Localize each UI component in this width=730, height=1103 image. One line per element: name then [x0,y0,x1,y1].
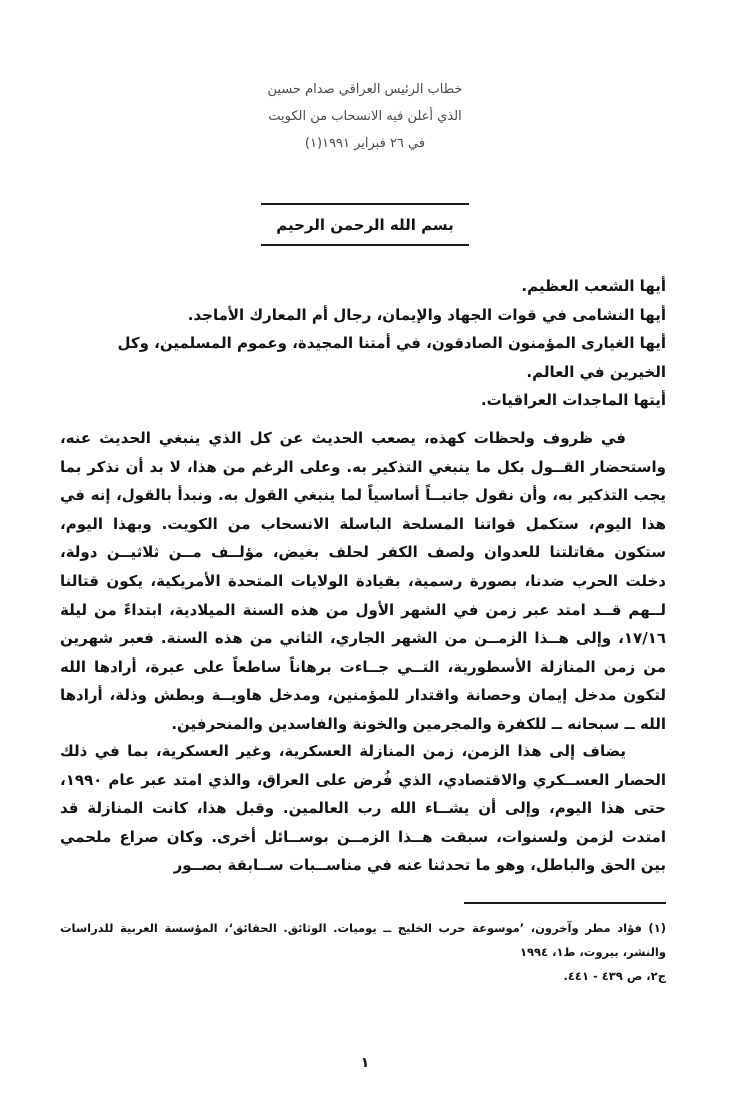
header-title-line: خطاب الرئيس العراقي صدام حسين [267,82,463,97]
header-subtitle-line: الذي أعلن فيه الانسحاب من الكويت [268,109,462,124]
footnote-line: ج٢، ص ٤٣٩ - ٤٤١. [563,969,666,983]
salutation-line: أيتها الماجدات العراقيات. [480,391,666,409]
footnote-line: (١) فؤاد مطر وآخرون، ’موسوعة حرب الخليج ــ يوميات. الوثائق. الحقائق‘، المؤسسة العربية للدراسات والنشر، بيروت، ط١، ١٩٩٤ [60,921,666,959]
header-date-line: في ٢٦ فبراير ١٩٩١(١) [304,136,426,151]
footnote-divider [464,902,666,904]
footnote-section [60,902,666,988]
body-paragraph-2: يضاف إلى هذا الزمن، زمن المنازلة العسكرية، وغير العسكرية، بما في ذلك الحصار العســكري والاقتصادي، الذي فُرض على العراق، والذي امتد عبر عام ١٩٩٠، حتى هذا اليوم، وإلى أن يشــاء الله رب العالمين. وقبل هذا، كانت المنازلة قد امتدت لزمن ولسنوات، سبقت هــذا الزمــن بوســائل أخرى. وكان صراع ملحمي بين الحق والباطل، وهو ما تحدثنا عنه في مناســبات ســابقة بصــور [60,742,666,875]
basmala-section [0,203,730,246]
page-number: ١ [360,1055,370,1071]
salutation-line: أيها الشعب العظيم. [521,277,666,295]
salutation-line: أيها النشامى في قوات الجهاد والإيمان، رجال أم المعارك الأماجد. [187,305,666,324]
salutation-line: أيها الغيارى المؤمنون الصادقون، في أمتنا المجيدة، وعموم المسلمين، وكل الخيرين في العالم. [117,334,666,381]
salutations-block [60,272,666,415]
divider-bottom [261,244,469,246]
document-header [0,76,730,157]
basmala-text: بسم الله الرحمن الرحيم [276,216,454,234]
body-paragraph-1: في ظروف ولحظات كهذه، يصعب الحديث عن كل الذي ينبغي الحديث عنه، واستحضار القــول بكل ما ينبغي التذكير به. وعلى الرغم من هذا، لا بد أن نذكر بما يجب التذكير به، وأن نقول جانبــاً أساسياً لما ينبغي القول به. ونبدأ بالقول، إنه في هذا اليوم، ستكمل قواتنا المسلحة الباسلة الانسحاب من الكويت. وبهذا اليوم، ستكون مقاتلتنا للعدوان ولصف الكفر لحلف بغيض، مؤلــف مــن ثلاثيــن دولة، دخلت الحرب ضدنا، بصورة رسمية، بقيادة الولايات المتحدة الأمريكية، يكون قتالنا لــهم قــد امتد عبر زمن في الشهر الأول من هذه السنة الميلادية، ابتداءً من ليلة ١٧/١٦، وإلى هــذا الزمــن من الشهر الجاري، الثاني من هذه السنة. فعبر شهرين من زمن المنازلة الأسطورية، التــي جــاءت برهاناً ساطعاً على عبرة، أرادها الله لتكون مدخل إيمان وحصانة واقتدار للمؤمنين، ومدخل هاويــة وبطش وذلة، أرادها الله ــ سبحانه ــ للكفرة والمجرمين والخونة والفاسدين والمنحرفين. [60,429,666,733]
